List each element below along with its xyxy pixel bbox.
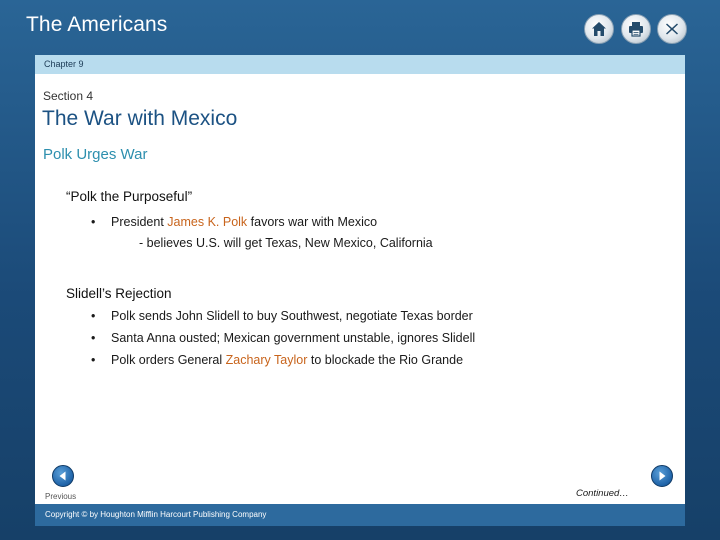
home-button[interactable] bbox=[584, 14, 614, 44]
copyright-text: Copyright © by Houghton Mifflin Harcourt Publishing Company bbox=[45, 510, 267, 519]
bullet-text: to blockade the Rio Grande bbox=[307, 353, 464, 367]
print-button[interactable] bbox=[621, 14, 651, 44]
home-icon bbox=[590, 20, 608, 38]
footer-bar bbox=[35, 504, 685, 526]
next-label[interactable]: Next bbox=[652, 492, 669, 501]
close-button[interactable] bbox=[657, 14, 687, 44]
arrow-left-icon bbox=[57, 470, 69, 482]
section-label: Section 4 bbox=[43, 89, 94, 103]
app-title: The Americans bbox=[26, 13, 168, 36]
bullet-item bbox=[91, 353, 463, 367]
arrow-right-icon bbox=[656, 470, 668, 482]
block-heading: “Polk the Purposeful” bbox=[66, 189, 193, 204]
bullet-glyph: • bbox=[91, 331, 96, 345]
next-button[interactable] bbox=[651, 465, 673, 487]
highlight-term: James K. Polk bbox=[167, 215, 248, 229]
close-icon bbox=[663, 20, 681, 38]
content-panel bbox=[35, 74, 685, 504]
bullet-item bbox=[91, 331, 475, 345]
highlight-term: Zachary Taylor bbox=[225, 353, 308, 367]
block-heading: Slidell’s Rejection bbox=[66, 286, 172, 301]
bullet-glyph: • bbox=[91, 215, 96, 229]
print-icon bbox=[627, 20, 645, 38]
bullet-item bbox=[91, 309, 473, 323]
bullet-text: favors war with Mexico bbox=[247, 215, 378, 229]
bullet-text: Santa Anna ousted; Mexican government unstable, ignores Slidell bbox=[111, 331, 476, 345]
bullet-text: Polk orders General bbox=[111, 353, 226, 367]
bullet-text: President bbox=[111, 215, 168, 229]
previous-label[interactable]: Previous bbox=[45, 492, 77, 501]
page-title: The War with Mexico bbox=[42, 107, 238, 130]
chapter-label: Chapter 9 bbox=[44, 59, 84, 69]
bullet-text: Polk sends John Slidell to buy Southwest, negotiate Texas border bbox=[111, 309, 473, 323]
chapter-bar bbox=[35, 55, 685, 74]
bullet-glyph: • bbox=[91, 309, 96, 323]
continued-label: Continued… bbox=[576, 488, 629, 499]
bullet-item bbox=[91, 215, 377, 229]
page-subtitle: Polk Urges War bbox=[43, 146, 148, 163]
sub-point: - believes U.S. will get Texas, New Mexico, California bbox=[139, 236, 433, 250]
bullet-glyph: • bbox=[91, 353, 96, 367]
previous-button[interactable] bbox=[52, 465, 74, 487]
